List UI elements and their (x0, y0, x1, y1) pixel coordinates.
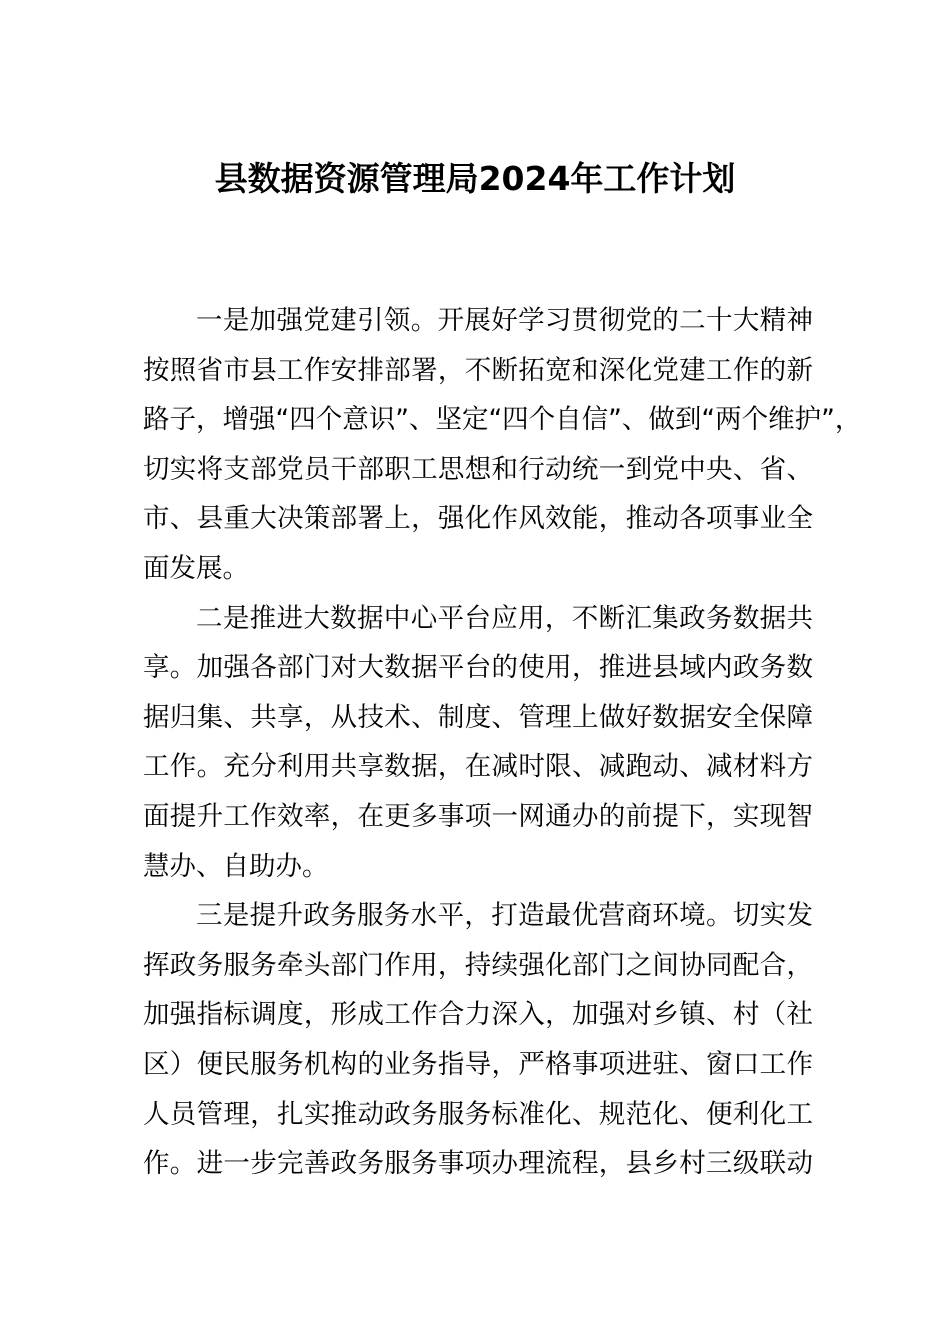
text-line: 享。加强各部门对大数据平台的使用，推进县域内政务数 (143, 652, 813, 684)
text-line: 面发展。 (143, 552, 249, 584)
paragraph-2 (143, 594, 813, 892)
text-line: 区）便民服务机构的业务指导，严格事项进驻、窗口工作 (143, 1048, 813, 1080)
text-line: 工作。充分利用共享数据，在减时限、减跑动、减材料方 (143, 751, 813, 783)
text-line: 挥政务服务牵头部门作用，持续强化部门之间协同配合， (143, 949, 813, 981)
text-line: 人员管理，扎实推动政务服务标准化、规范化、便利化工 (143, 1098, 813, 1130)
text-line: 面提升工作效率，在更多事项一网通办的前提下，实现智 (143, 800, 813, 832)
text-line: 作。进一步完善政务服务事项办理流程，县乡村三级联动 (143, 1148, 813, 1180)
text-line: 二是推进大数据中心平台应用，不断汇集政务数据共 (196, 602, 813, 634)
text-line: 一是加强党建引领。开展好学习贯彻党的二十大精神 (196, 305, 813, 336)
text-line: 慧办、自助办。 (143, 850, 329, 882)
text-line: 三是提升政务服务水平，打造最优营商环境。切实发 (196, 900, 813, 932)
text-line: 市、县重大决策部署上，强化作风效能，推动各项事业全 (143, 503, 813, 535)
document-body (143, 296, 862, 1189)
text-line: 加强指标调度，形成工作合力深入，加强对乡镇、村（社 (143, 999, 813, 1031)
document-title: 县数据资源管理局2024年工作计划 (214, 159, 736, 198)
paragraph-1 (143, 296, 862, 594)
text-line: 路子，增强“四个意识”、坚定“四个自信”、做到“两个维护”， (143, 404, 862, 436)
text-line: 按照省市县工作安排部署，不断拓宽和深化党建工作的新 (143, 354, 813, 386)
text-line: 据归集、共享，从技术、制度、管理上做好数据安全保障 (143, 701, 813, 733)
text-line: 切实将支部党员干部职工思想和行动统一到党中央、省、 (143, 453, 813, 485)
paragraph-3 (143, 891, 813, 1189)
